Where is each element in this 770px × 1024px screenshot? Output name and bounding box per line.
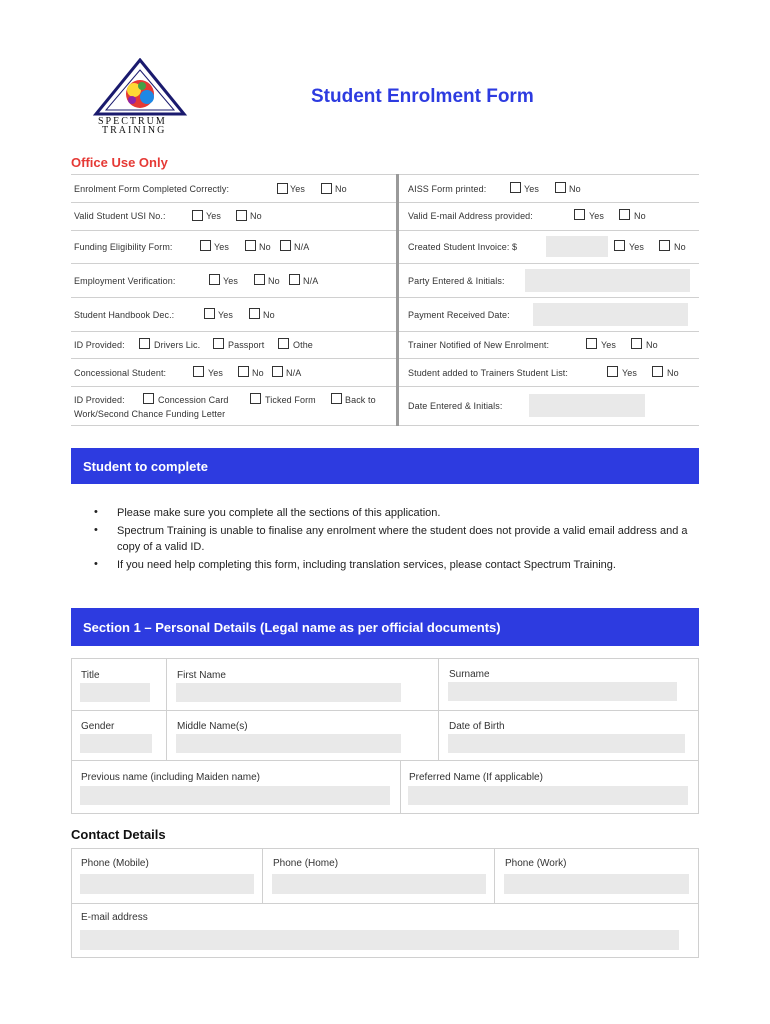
- table-divider: [494, 848, 495, 903]
- id-other-checkbox[interactable]: [278, 338, 289, 349]
- yes-label: Yes: [206, 211, 221, 221]
- gender-input[interactable]: [80, 734, 152, 753]
- party-initials-input[interactable]: [525, 269, 690, 292]
- usi-label: Valid Student USI No.:: [74, 211, 166, 221]
- employment-label: Employment Verification:: [74, 276, 176, 286]
- handbook-no-checkbox[interactable]: [249, 308, 260, 319]
- payment-label: Payment Received Date:: [408, 310, 510, 320]
- page-title: Student Enrolment Form: [311, 86, 534, 107]
- dob-input[interactable]: [448, 734, 685, 753]
- table-divider: [166, 658, 167, 760]
- phone-mobile-input[interactable]: [80, 874, 254, 894]
- no-label: No: [250, 211, 262, 221]
- no-label: No: [259, 242, 271, 252]
- employment-no-checkbox[interactable]: [254, 274, 265, 285]
- email-no-checkbox[interactable]: [619, 209, 630, 220]
- yes-label: Yes: [218, 310, 233, 320]
- ticked-form-checkbox[interactable]: [250, 393, 261, 404]
- table-divider: [71, 760, 699, 761]
- funding-no-checkbox[interactable]: [245, 240, 256, 251]
- previous-name-input[interactable]: [80, 786, 390, 805]
- employment-na-checkbox[interactable]: [289, 274, 300, 285]
- bullet-dot: •: [94, 524, 98, 536]
- invoice-amount-input[interactable]: [546, 236, 608, 257]
- id-passport-checkbox[interactable]: [213, 338, 224, 349]
- section1-note: (Legal name as per official documents): [260, 620, 501, 635]
- yes-label: Yes: [290, 184, 305, 194]
- office-divider: [71, 358, 699, 359]
- added-label: Student added to Trainers Student List:: [408, 368, 569, 378]
- logo-text-line1: SPECTRUM: [98, 116, 167, 127]
- office-use-heading: Office Use Only: [71, 155, 168, 170]
- table-divider: [71, 903, 699, 904]
- office-column-divider: [396, 174, 399, 426]
- invoice-label: Created Student Invoice: $: [408, 242, 518, 252]
- bullet-dot: •: [94, 558, 98, 570]
- middle-names-input[interactable]: [176, 734, 401, 753]
- id-passport-label: Passport: [228, 340, 265, 350]
- no-label: No: [634, 211, 646, 221]
- handbook-yes-checkbox[interactable]: [204, 308, 215, 319]
- dob-label: Date of Birth: [449, 721, 505, 732]
- previous-name-label: Previous name (including Maiden name): [81, 772, 260, 783]
- no-label: No: [335, 184, 347, 194]
- preferred-name-input[interactable]: [408, 786, 688, 805]
- title-input[interactable]: [80, 683, 150, 702]
- surname-input[interactable]: [448, 682, 677, 701]
- office-divider: [71, 386, 699, 387]
- phone-work-label: Phone (Work): [505, 858, 567, 869]
- office-divider: [71, 425, 699, 426]
- enrol-form-label: Enrolment Form Completed Correctly:: [74, 184, 230, 194]
- funding-label: Funding Eligibility Form:: [74, 242, 173, 252]
- yes-label: Yes: [524, 184, 539, 194]
- office-divider: [71, 230, 699, 231]
- ticked-form-label: Ticked Form: [265, 395, 316, 405]
- logo-triangle-icon: [92, 58, 188, 120]
- student-complete-banner: Student to complete: [71, 448, 699, 484]
- date-entered-input[interactable]: [529, 394, 645, 417]
- concession-yes-checkbox[interactable]: [193, 366, 204, 377]
- instruction-bullet-1: Please make sure you complete all the sections of this application.: [117, 507, 441, 519]
- back-to-work-label-cont: Work/Second Chance Funding Letter: [74, 409, 226, 419]
- enrol-no-checkbox[interactable]: [321, 183, 332, 194]
- middle-names-label: Middle Name(s): [177, 721, 248, 732]
- yes-label: Yes: [601, 340, 616, 350]
- id-other-label: Othe: [293, 340, 313, 350]
- yes-label: Yes: [208, 368, 223, 378]
- email-label: E-mail address: [81, 912, 148, 923]
- concession-label: Concessional Student:: [74, 368, 167, 378]
- invoice-no-checkbox[interactable]: [659, 240, 670, 251]
- office-divider: [71, 297, 699, 298]
- usi-no-checkbox[interactable]: [236, 210, 247, 221]
- instruction-bullet-2: Spectrum Training is unable to finalise any enrolment where the student does not provide a valid email address and a copy of a valid ID.: [117, 525, 688, 553]
- na-label: N/A: [294, 242, 310, 252]
- added-yes-checkbox[interactable]: [607, 366, 618, 377]
- contact-details-heading: Contact Details: [71, 827, 166, 842]
- phone-home-input[interactable]: [272, 874, 486, 894]
- na-label: N/A: [286, 368, 302, 378]
- payment-date-input[interactable]: [533, 303, 688, 326]
- id-provided-label: ID Provided:: [74, 340, 125, 350]
- table-divider: [262, 848, 263, 903]
- id-provided-2-label: ID Provided:: [74, 395, 125, 405]
- no-label: No: [263, 310, 275, 320]
- na-label: N/A: [303, 276, 319, 286]
- instruction-bullet-3: If you need help completing this form, including translation services, please contact Spectrum Training.: [117, 559, 616, 571]
- first-name-input[interactable]: [176, 683, 401, 702]
- no-label: No: [569, 184, 581, 194]
- back-to-work-checkbox[interactable]: [331, 393, 342, 404]
- surname-label: Surname: [449, 669, 490, 680]
- office-divider: [71, 331, 699, 332]
- yes-label: Yes: [223, 276, 238, 286]
- preferred-name-label: Preferred Name (If applicable): [409, 772, 543, 783]
- funding-na-checkbox[interactable]: [280, 240, 291, 251]
- no-label: No: [252, 368, 264, 378]
- office-divider: [71, 174, 699, 175]
- spectrum-logo: [92, 58, 188, 136]
- funding-yes-checkbox[interactable]: [200, 240, 211, 251]
- id-drivers-checkbox[interactable]: [139, 338, 150, 349]
- office-divider: [71, 202, 699, 203]
- phone-home-label: Phone (Home): [273, 858, 339, 869]
- section1-banner: [71, 608, 699, 646]
- concession-card-checkbox[interactable]: [143, 393, 154, 404]
- office-divider: [71, 263, 699, 264]
- yes-label: Yes: [214, 242, 229, 252]
- back-to-label: Back to: [345, 395, 376, 405]
- aiss-label: AISS Form printed:: [408, 184, 487, 194]
- first-name-label: First Name: [177, 670, 226, 681]
- aiss-no-checkbox[interactable]: [555, 182, 566, 193]
- phone-work-input[interactable]: [504, 874, 689, 894]
- no-label: No: [674, 242, 686, 252]
- title-label: Title: [81, 670, 100, 681]
- usi-yes-checkbox[interactable]: [192, 210, 203, 221]
- trainer-no-checkbox[interactable]: [631, 338, 642, 349]
- yes-label: Yes: [629, 242, 644, 252]
- no-label: No: [646, 340, 658, 350]
- party-label: Party Entered & Initials:: [408, 276, 505, 286]
- table-divider: [438, 658, 439, 760]
- handbook-label: Student Handbook Dec.:: [74, 310, 175, 320]
- employment-yes-checkbox[interactable]: [209, 274, 220, 285]
- email-yes-checkbox[interactable]: [574, 209, 585, 220]
- added-no-checkbox[interactable]: [652, 366, 663, 377]
- trainer-yes-checkbox[interactable]: [586, 338, 597, 349]
- bullet-dot: •: [94, 506, 98, 518]
- yes-label: Yes: [622, 368, 637, 378]
- aiss-yes-checkbox[interactable]: [510, 182, 521, 193]
- no-label: No: [667, 368, 679, 378]
- trainer-label: Trainer Notified of New Enrolment:: [408, 340, 550, 350]
- email-input[interactable]: [80, 930, 679, 950]
- table-divider: [400, 760, 401, 814]
- date-entered-label: Date Entered & Initials:: [408, 401, 503, 411]
- concession-no-checkbox[interactable]: [238, 366, 249, 377]
- invoice-yes-checkbox[interactable]: [614, 240, 625, 251]
- logo-text-line2: TRAINING: [102, 125, 167, 136]
- yes-label: Yes: [589, 211, 604, 221]
- concession-na-checkbox[interactable]: [272, 366, 283, 377]
- section1-title: Section 1 – Personal Details: [83, 620, 261, 635]
- gender-label: Gender: [81, 721, 115, 732]
- email-provided-label: Valid E-mail Address provided:: [408, 211, 533, 221]
- phone-mobile-label: Phone (Mobile): [81, 858, 149, 869]
- enrol-yes-checkbox[interactable]: [277, 183, 288, 194]
- concession-card-label: Concession Card: [158, 395, 229, 405]
- no-label: No: [268, 276, 280, 286]
- id-drivers-label: Drivers Lic.: [154, 340, 201, 350]
